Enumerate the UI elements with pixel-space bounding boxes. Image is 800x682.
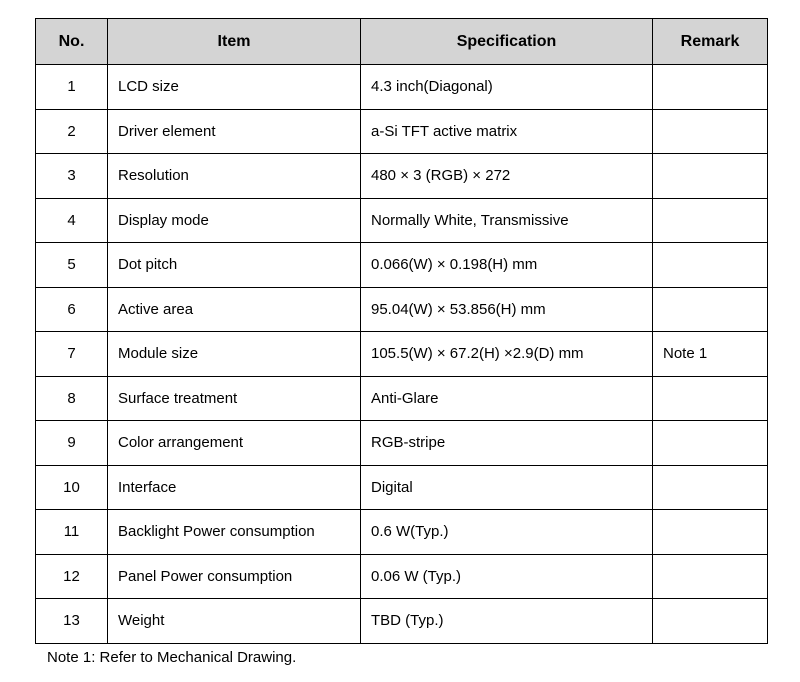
column-header-specification: Specification — [361, 19, 653, 65]
cell-remark — [653, 154, 768, 199]
cell-specification: 4.3 inch(Diagonal) — [361, 65, 653, 110]
cell-remark — [653, 510, 768, 555]
cell-specification: Anti-Glare — [361, 376, 653, 421]
cell-remark — [653, 65, 768, 110]
cell-item: Surface treatment — [108, 376, 361, 421]
table-row — [36, 376, 768, 421]
cell-no: 7 — [36, 332, 108, 377]
column-header-item: Item — [108, 19, 361, 65]
table-row — [36, 554, 768, 599]
table-row — [36, 198, 768, 243]
cell-remark — [653, 287, 768, 332]
table-row — [36, 109, 768, 154]
table-footnote: Note 1: Refer to Mechanical Drawing. — [47, 648, 297, 666]
cell-no: 6 — [36, 287, 108, 332]
cell-specification: 0.06 W (Typ.) — [361, 554, 653, 599]
cell-item: Color arrangement — [108, 421, 361, 466]
table-row — [36, 510, 768, 555]
table-header-row — [36, 19, 768, 65]
cell-item: Dot pitch — [108, 243, 361, 288]
table-row — [36, 465, 768, 510]
cell-item: Backlight Power consumption — [108, 510, 361, 555]
table-row — [36, 65, 768, 110]
cell-no: 11 — [36, 510, 108, 555]
table-row — [36, 287, 768, 332]
cell-remark — [653, 554, 768, 599]
cell-specification: 480 × 3 (RGB) × 272 — [361, 154, 653, 199]
cell-no: 12 — [36, 554, 108, 599]
cell-remark — [653, 421, 768, 466]
cell-remark — [653, 599, 768, 644]
cell-no: 4 — [36, 198, 108, 243]
column-header-remark: Remark — [653, 19, 768, 65]
cell-specification: 0.6 W(Typ.) — [361, 510, 653, 555]
table-row — [36, 421, 768, 466]
cell-item: Active area — [108, 287, 361, 332]
cell-remark — [653, 376, 768, 421]
cell-no: 10 — [36, 465, 108, 510]
cell-item: Resolution — [108, 154, 361, 199]
cell-item: Weight — [108, 599, 361, 644]
cell-remark — [653, 465, 768, 510]
cell-item: Driver element — [108, 109, 361, 154]
cell-specification: RGB-stripe — [361, 421, 653, 466]
cell-specification: a-Si TFT active matrix — [361, 109, 653, 154]
table-row — [36, 154, 768, 199]
cell-item: Module size — [108, 332, 361, 377]
table-row — [36, 599, 768, 644]
cell-no: 3 — [36, 154, 108, 199]
specification-table — [35, 18, 768, 644]
cell-item: Panel Power consumption — [108, 554, 361, 599]
column-header-no: No. — [36, 19, 108, 65]
cell-remark — [653, 109, 768, 154]
cell-no: 5 — [36, 243, 108, 288]
cell-item: Display mode — [108, 198, 361, 243]
table-header — [36, 19, 768, 65]
cell-specification: Normally White, Transmissive — [361, 198, 653, 243]
cell-remark — [653, 198, 768, 243]
cell-no: 1 — [36, 65, 108, 110]
table-body — [36, 65, 768, 644]
cell-remark — [653, 243, 768, 288]
table-row — [36, 243, 768, 288]
cell-no: 13 — [36, 599, 108, 644]
cell-no: 8 — [36, 376, 108, 421]
cell-specification: TBD (Typ.) — [361, 599, 653, 644]
cell-item: LCD size — [108, 65, 361, 110]
cell-specification: 95.04(W) × 53.856(H) mm — [361, 287, 653, 332]
cell-no: 2 — [36, 109, 108, 154]
cell-specification: 105.5(W) × 67.2(H) ×2.9(D) mm — [361, 332, 653, 377]
table-row — [36, 332, 768, 377]
cell-specification: Digital — [361, 465, 653, 510]
cell-item: Interface — [108, 465, 361, 510]
cell-no: 9 — [36, 421, 108, 466]
cell-remark: Note 1 — [653, 332, 768, 377]
cell-specification: 0.066(W) × 0.198(H) mm — [361, 243, 653, 288]
